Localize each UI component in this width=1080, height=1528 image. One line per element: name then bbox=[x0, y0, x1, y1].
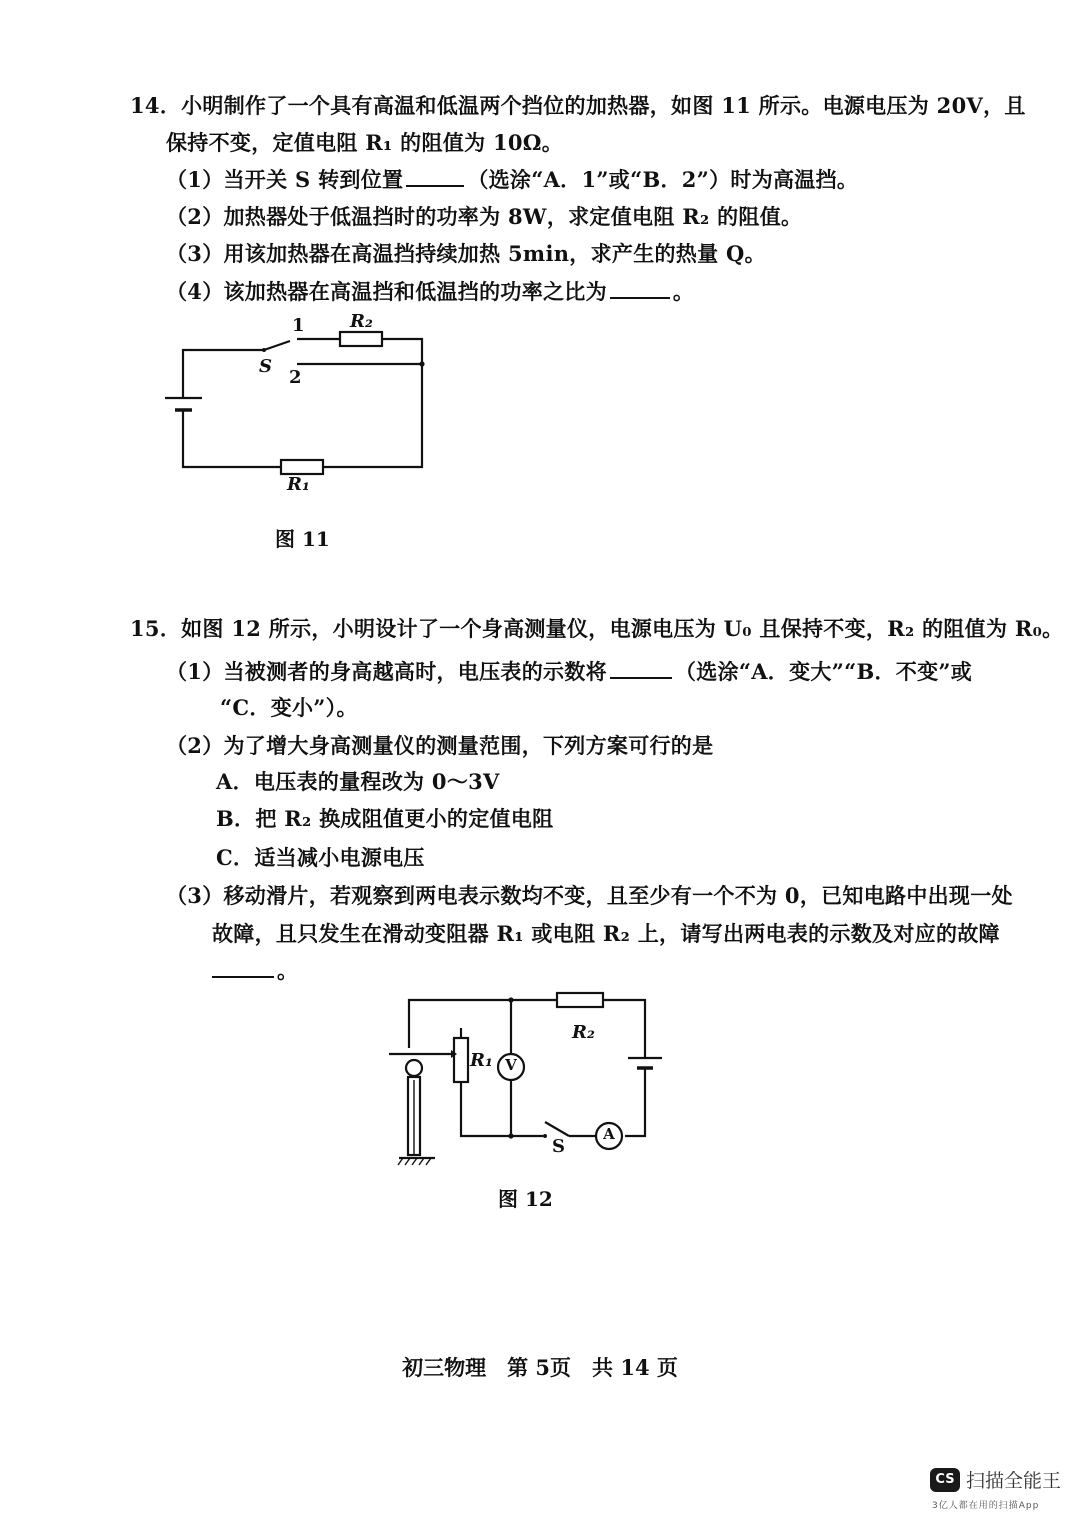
figure-12-circuit bbox=[385, 990, 685, 1175]
q14-part4-text-b: 。 bbox=[672, 279, 695, 304]
camscanner-logo-icon: CS bbox=[930, 1468, 960, 1492]
q15-part3-blank bbox=[212, 958, 274, 978]
q14-part4-blank bbox=[610, 279, 670, 299]
figure-11-caption: 图 11 bbox=[275, 527, 330, 551]
ammeter-icon: A bbox=[603, 1125, 615, 1143]
q15-part1-cont: “C．变小”）。 bbox=[220, 695, 358, 720]
q15-stem: 15．如图 12 所示，小明设计了一个身高测量仪，电源电压为 U₀ 且保持不变，R₂ 的阻值为 R₀。 bbox=[130, 616, 1064, 641]
fig11-label-s: S bbox=[259, 356, 272, 377]
q15-option-c: C．适当减小电源电压 bbox=[216, 845, 425, 870]
q14-part4 bbox=[166, 276, 694, 306]
q15-part1-text-a: （1）当被测者的身高越高时，电压表的示数将 bbox=[166, 659, 607, 684]
q15-part3-line2: 故障，且只发生在滑动变阻器 R₁ 或电阻 R₂ 上，请写出两电表的示数及对应的故障 bbox=[212, 921, 1000, 946]
q14-part1-blank bbox=[406, 167, 464, 187]
watermark-subtitle: 3亿人都在用的扫描App bbox=[932, 1501, 1040, 1511]
q15-part3-end: 。 bbox=[277, 958, 299, 983]
q14-part4-text-a: （4）该加热器在高温挡和低温挡的功率之比为 bbox=[166, 279, 607, 304]
q15-part2: （2）为了增大身高测量仪的测量范围，下列方案可行的是 bbox=[166, 733, 714, 758]
q14-part1-text-a: （1）当开关 S 转到位置 bbox=[166, 167, 404, 192]
figure-12-caption: 图 12 bbox=[498, 1187, 553, 1211]
q14-part1 bbox=[166, 164, 858, 194]
q14-part1-text-b: （选涂“A．1”或“B．2”）时为高温挡。 bbox=[467, 167, 859, 192]
q15-part1-text-b: （选涂“A．变大”“B．不变”或 bbox=[674, 659, 973, 684]
q15-part1-blank bbox=[610, 659, 672, 679]
q14-part2: （2）加热器处于低温挡时的功率为 8W，求定值电阻 R₂ 的阻值。 bbox=[166, 204, 803, 229]
fig12-label-r2: R₂ bbox=[572, 1022, 595, 1043]
fig11-label-r2: R₂ bbox=[350, 311, 373, 332]
fig11-label-1: 1 bbox=[292, 315, 305, 336]
q14-part3: （3）用该加热器在高温挡持续加热 5min，求产生的热量 Q。 bbox=[166, 241, 766, 266]
q15-part3-line1: （3）移动滑片，若观察到两电表示数均不变，且至少有一个不为 0，已知电路中出现一处 bbox=[166, 883, 1013, 908]
fig11-label-2: 2 bbox=[289, 367, 302, 388]
q15-option-a: A．电压表的量程改为 0～3V bbox=[216, 769, 500, 794]
fig12-label-r1: R₁ bbox=[470, 1050, 493, 1071]
watermark-name: 扫描全能王 bbox=[966, 1470, 1062, 1492]
page-footer: 初三物理 第 5页 共 14 页 bbox=[402, 1355, 678, 1380]
q14-stem-line2: 保持不变，定值电阻 R₁ 的阻值为 10Ω。 bbox=[166, 130, 564, 155]
fig11-label-r1: R₁ bbox=[287, 474, 310, 495]
q15-part1 bbox=[166, 656, 972, 686]
voltmeter-icon: V bbox=[505, 1056, 517, 1074]
figure-11-circuit bbox=[160, 320, 460, 510]
q15-option-b: B．把 R₂ 换成阻值更小的定值电阻 bbox=[216, 806, 554, 831]
fig12-label-s: S bbox=[552, 1136, 565, 1157]
q14-stem-line1: 14．小明制作了一个具有高温和低温两个挡位的加热器，如图 11 所示。电源电压为 20V，且 bbox=[130, 93, 1026, 118]
q15-part3-line3 bbox=[212, 955, 298, 985]
